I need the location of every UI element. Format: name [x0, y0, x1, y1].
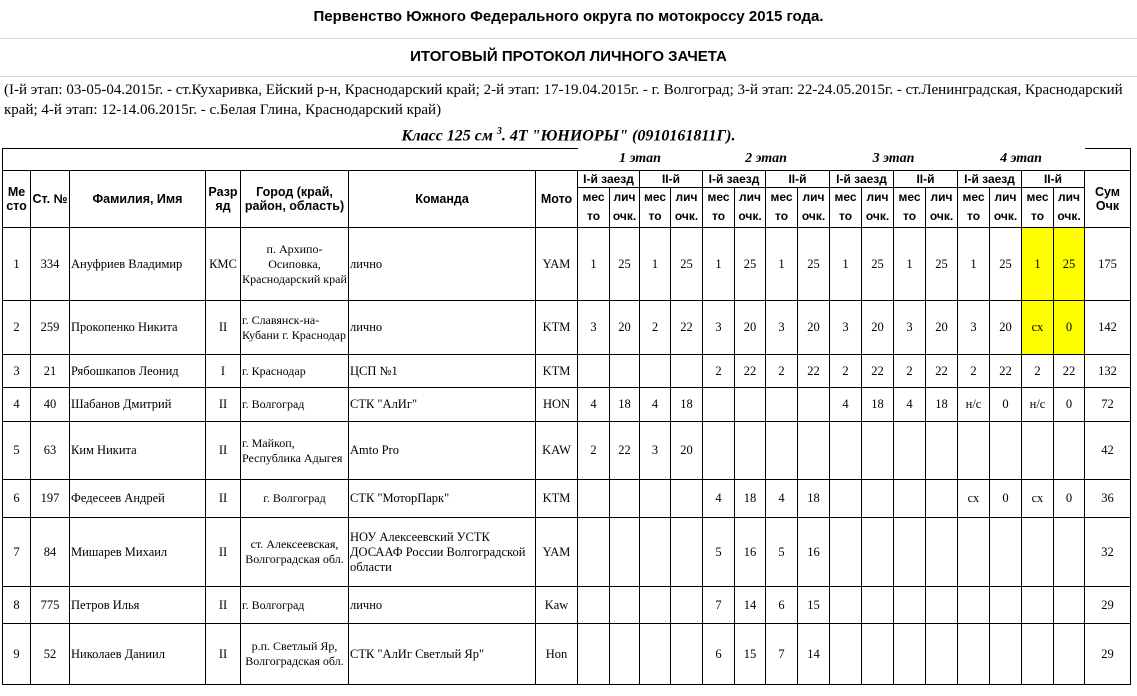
team-header: Команда	[349, 171, 536, 228]
total-cell: 132	[1085, 355, 1131, 388]
stage-header-row	[3, 149, 1131, 171]
place-cell: 2	[3, 301, 31, 355]
city-cell: г. Волгоград	[241, 480, 349, 518]
stage-1-value-cell: 22	[610, 422, 640, 480]
stage-2-value-cell: 1	[703, 228, 735, 301]
stage-4-value-cell	[958, 518, 990, 587]
total-header: Сум Очк	[1085, 171, 1131, 228]
header-blank	[3, 149, 31, 171]
stage-4-value-cell	[990, 422, 1022, 480]
stage-3-value-cell: 22	[926, 355, 958, 388]
start-number-cell: 334	[31, 228, 70, 301]
header-blank	[1085, 149, 1131, 171]
stage-1-value-cell	[578, 355, 610, 388]
header-blank	[536, 149, 578, 171]
stage-1-value-cell: 18	[610, 388, 640, 422]
stage-1-value-cell	[640, 355, 671, 388]
stage-4-value-cell	[1022, 587, 1054, 624]
stage-2-value-cell: 20	[735, 301, 766, 355]
team-cell: лично	[349, 228, 536, 301]
stage-1-value-cell	[640, 518, 671, 587]
stages-info: (I-й этап: 03-05-04.2015г. - ст.Кухаривка, Ейский р-н, Краснодарский край; 2-й этап: 17-19.04.2015г. - г. Волгоград; 3-й этап: 22-24.05.2015г. - ст.Ленинградская, Краснодарский край; 4-й этап: 12-14.06.2015г. - с.Белая Глина, Краснодарский край)	[4, 82, 1123, 118]
team-cell: СТК "АлИг Светлый Яр"	[349, 624, 536, 685]
stage-2-value-cell: 2	[703, 355, 735, 388]
stage-1-value-cell	[610, 355, 640, 388]
stage-2-value-cell: 7	[703, 587, 735, 624]
points-subheader: очк.	[671, 206, 703, 228]
stage-2-value-cell: 5	[766, 518, 798, 587]
stage-3-value-cell	[926, 480, 958, 518]
points-subheader: очк.	[990, 206, 1022, 228]
city-cell: г. Волгоград	[241, 587, 349, 624]
heat-header-row	[3, 171, 1131, 188]
points-subheader: лич	[798, 188, 830, 206]
name-cell: Шабанов Дмитрий	[70, 388, 206, 422]
points-subheader: лич	[926, 188, 958, 206]
stage-4-value-cell: 0	[1054, 388, 1085, 422]
table-row	[3, 228, 1131, 301]
rank-header: Разр яд	[206, 171, 241, 228]
rank-cell: КМС	[206, 228, 241, 301]
stage-4-value-cell	[1054, 422, 1085, 480]
header-blank	[349, 149, 536, 171]
moto-cell: YAM	[536, 518, 578, 587]
table-row	[3, 388, 1131, 422]
place-header: Ме сто	[3, 171, 31, 228]
stage-1-value-cell	[640, 480, 671, 518]
stage-1-value-cell: 3	[640, 422, 671, 480]
total-cell: 29	[1085, 624, 1131, 685]
team-cell: Amto Pro	[349, 422, 536, 480]
stage-2-value-cell	[798, 422, 830, 480]
name-header: Фамилия, Имя	[70, 171, 206, 228]
stage-1-value-cell	[640, 624, 671, 685]
city-cell: ст. Алексеевская, Волгоградская обл.	[241, 518, 349, 587]
stage-2-value-cell: 14	[798, 624, 830, 685]
stage-4-value-cell: 22	[990, 355, 1022, 388]
rank-cell: I	[206, 355, 241, 388]
stage-3-value-cell	[862, 518, 894, 587]
place-subheader: то	[766, 206, 798, 228]
moto-cell: KTM	[536, 301, 578, 355]
points-subheader: лич	[862, 188, 894, 206]
stage-3-value-cell	[830, 480, 862, 518]
stage-4-value-cell: 2	[958, 355, 990, 388]
start-number-cell: 259	[31, 301, 70, 355]
stage-1-value-cell: 4	[578, 388, 610, 422]
stage-4-value-cell	[1054, 587, 1085, 624]
stage-2-value-cell: 18	[798, 480, 830, 518]
stage-3-value-cell	[894, 480, 926, 518]
points-subheader: очк.	[798, 206, 830, 228]
place-cell: 8	[3, 587, 31, 624]
stage-3-value-cell: 20	[926, 301, 958, 355]
stage-4-value-cell: 25	[990, 228, 1022, 301]
table-row	[3, 624, 1131, 685]
place-cell: 9	[3, 624, 31, 685]
start-number-header: Ст. №	[31, 171, 70, 228]
city-header: Город (край, район, область)	[241, 171, 349, 228]
stage-3-value-cell: 4	[830, 388, 862, 422]
stage-2-value-cell: 7	[766, 624, 798, 685]
stage-3-value-cell	[926, 422, 958, 480]
name-cell: Ануфриев Владимир	[70, 228, 206, 301]
points-subheader: очк.	[735, 206, 766, 228]
name-cell: Ким Никита	[70, 422, 206, 480]
total-cell: 29	[1085, 587, 1131, 624]
stage-2-value-cell	[766, 422, 798, 480]
header-blank	[31, 149, 70, 171]
stage-2-value-cell: 16	[798, 518, 830, 587]
stage-1-value-cell: 1	[578, 228, 610, 301]
place-cell: 6	[3, 480, 31, 518]
stage-3-value-cell: 1	[830, 228, 862, 301]
moto-cell: YAM	[536, 228, 578, 301]
rank-cell: II	[206, 480, 241, 518]
stage-1-value-cell	[610, 587, 640, 624]
stage-1-value-cell	[671, 587, 703, 624]
stage-4-value-cell: 0	[990, 388, 1022, 422]
stage-2-value-cell: 2	[766, 355, 798, 388]
stage-1-value-cell: 2	[640, 301, 671, 355]
results-table	[2, 148, 1131, 685]
stage-4-value-cell	[990, 518, 1022, 587]
heat-1-header: I-й заезд	[830, 171, 894, 188]
stage-2-value-cell: 25	[735, 228, 766, 301]
stage-2-value-cell: 3	[766, 301, 798, 355]
stage-2-value-cell	[703, 422, 735, 480]
class-title: Класс 125 см $^3$. 4Т "ЮНИОРЫ" (0910161811Г).	[401, 126, 736, 145]
stage-3-value-cell: 3	[830, 301, 862, 355]
place-subheader: мес	[703, 188, 735, 206]
stage-1-value-cell: 20	[671, 422, 703, 480]
city-cell: р.п. Светлый Яр, Волгоградская обл.	[241, 624, 349, 685]
stage-1-value-cell: 18	[671, 388, 703, 422]
stage-3-value-cell	[862, 624, 894, 685]
place-subheader: мес	[766, 188, 798, 206]
stage-2-value-cell: 4	[766, 480, 798, 518]
stage-1-value-cell	[671, 624, 703, 685]
heat-1-header: I-й заезд	[958, 171, 1022, 188]
start-number-cell: 52	[31, 624, 70, 685]
stage-4-value-cell	[958, 422, 990, 480]
rank-cell: II	[206, 388, 241, 422]
place-cell: 4	[3, 388, 31, 422]
place-subheader: мес	[894, 188, 926, 206]
stage-2-value-cell	[735, 422, 766, 480]
stage-2-value-cell: 15	[735, 624, 766, 685]
points-subheader: лич	[1054, 188, 1085, 206]
stage-2-value-cell: 6	[766, 587, 798, 624]
stage-4-value-cell	[958, 624, 990, 685]
stage-3-value-cell	[830, 518, 862, 587]
stage-4-value-cell: сх	[1022, 480, 1054, 518]
name-cell: Прокопенко Никита	[70, 301, 206, 355]
total-cell: 142	[1085, 301, 1131, 355]
stage-3-value-cell: 18	[926, 388, 958, 422]
stage-4-value-cell	[1022, 422, 1054, 480]
moto-cell: KAW	[536, 422, 578, 480]
header-blank	[70, 149, 206, 171]
name-cell: Петров Илья	[70, 587, 206, 624]
moto-cell: KTM	[536, 480, 578, 518]
header-blank	[241, 149, 349, 171]
stage-3-value-cell	[894, 624, 926, 685]
stage-1-value-cell: 2	[578, 422, 610, 480]
name-cell: Николаев Даниил	[70, 624, 206, 685]
stage-3-value-cell: 22	[862, 355, 894, 388]
city-cell: г. Краснодар	[241, 355, 349, 388]
stage-1-value-cell	[610, 480, 640, 518]
stage-2-value-cell	[735, 388, 766, 422]
team-cell: лично	[349, 587, 536, 624]
total-cell: 36	[1085, 480, 1131, 518]
name-cell: Федесеев Андрей	[70, 480, 206, 518]
rank-cell: II	[206, 624, 241, 685]
stage-2-label: 2 этап	[703, 149, 830, 171]
stage-4-value-cell	[1054, 624, 1085, 685]
table-row	[3, 480, 1131, 518]
rank-cell: II	[206, 518, 241, 587]
place-cell: 7	[3, 518, 31, 587]
divider	[0, 76, 1137, 77]
start-number-cell: 63	[31, 422, 70, 480]
moto-cell: KTM	[536, 355, 578, 388]
stage-1-value-cell	[671, 355, 703, 388]
heat-1-header: I-й заезд	[703, 171, 766, 188]
place-subheader: то	[578, 206, 610, 228]
stage-3-value-cell	[862, 480, 894, 518]
stage-3-value-cell	[926, 587, 958, 624]
stage-3-value-cell: 25	[862, 228, 894, 301]
stage-4-value-cell	[958, 587, 990, 624]
stage-1-value-cell	[671, 518, 703, 587]
stage-1-value-cell: 22	[671, 301, 703, 355]
stage-1-value-cell: 25	[671, 228, 703, 301]
stage-3-value-cell: 3	[894, 301, 926, 355]
stage-4-value-cell	[990, 587, 1022, 624]
stage-4-value-cell: н/с	[958, 388, 990, 422]
stage-4-value-cell: 0	[990, 480, 1022, 518]
stage-4-value-cell: 1	[1022, 228, 1054, 301]
stage-3-value-cell: 2	[894, 355, 926, 388]
place-subheader: то	[1022, 206, 1054, 228]
start-number-cell: 775	[31, 587, 70, 624]
table-row	[3, 518, 1131, 587]
start-number-cell: 40	[31, 388, 70, 422]
stage-3-value-cell	[830, 422, 862, 480]
stage-1-value-cell	[578, 587, 610, 624]
stage-1-value-cell	[640, 587, 671, 624]
stage-3-value-cell	[894, 422, 926, 480]
table-row	[3, 587, 1131, 624]
team-cell: лично	[349, 301, 536, 355]
stage-2-value-cell: 20	[798, 301, 830, 355]
stage-1-value-cell	[610, 624, 640, 685]
stage-1-value-cell	[578, 518, 610, 587]
moto-cell: Kaw	[536, 587, 578, 624]
stage-3-value-cell	[862, 587, 894, 624]
stage-2-value-cell: 15	[798, 587, 830, 624]
place-subheader: мес	[640, 188, 671, 206]
stage-1-value-cell: 3	[578, 301, 610, 355]
stage-4-value-cell: 2	[1022, 355, 1054, 388]
stage-2-value-cell	[798, 388, 830, 422]
place-subheader: то	[640, 206, 671, 228]
stage-3-value-cell	[830, 587, 862, 624]
stage-3-value-cell: 2	[830, 355, 862, 388]
team-cell: СТК "МоторПарк"	[349, 480, 536, 518]
stage-1-value-cell: 4	[640, 388, 671, 422]
stage-4-value-cell: 1	[958, 228, 990, 301]
stage-2-value-cell	[703, 388, 735, 422]
stage-4-value-cell	[990, 624, 1022, 685]
stage-3-value-cell	[894, 587, 926, 624]
place-subheader: то	[703, 206, 735, 228]
stage-4-value-cell: 25	[1054, 228, 1085, 301]
stage-3-value-cell: 20	[862, 301, 894, 355]
points-subheader: лич	[735, 188, 766, 206]
stage-1-value-cell	[578, 480, 610, 518]
total-cell: 72	[1085, 388, 1131, 422]
stage-2-value-cell: 3	[703, 301, 735, 355]
start-number-cell: 84	[31, 518, 70, 587]
stage-2-value-cell: 6	[703, 624, 735, 685]
stage-4-value-cell: сх	[1022, 301, 1054, 355]
stage-4-value-cell	[1054, 518, 1085, 587]
points-subheader: лич	[610, 188, 640, 206]
total-cell: 175	[1085, 228, 1131, 301]
place-subheader: то	[894, 206, 926, 228]
divider	[0, 38, 1137, 39]
city-cell: п. Архипо-Осиповка, Краснодарский край	[241, 228, 349, 301]
moto-cell: HON	[536, 388, 578, 422]
place-subheader: мес	[958, 188, 990, 206]
stage-4-value-cell: 3	[958, 301, 990, 355]
rank-cell: II	[206, 301, 241, 355]
stage-2-value-cell: 1	[766, 228, 798, 301]
stage-3-value-cell	[830, 624, 862, 685]
total-cell: 42	[1085, 422, 1131, 480]
points-subheader: очк.	[610, 206, 640, 228]
place-subheader: мес	[578, 188, 610, 206]
stage-3-value-cell	[926, 624, 958, 685]
stage-1-value-cell: 20	[610, 301, 640, 355]
stage-2-value-cell: 16	[735, 518, 766, 587]
stage-4-value-cell: 0	[1054, 480, 1085, 518]
stage-1-label: 1 этап	[578, 149, 703, 171]
stage-4-value-cell: 20	[990, 301, 1022, 355]
heat-1-header: I-й заезд	[578, 171, 640, 188]
place-subheader: то	[830, 206, 862, 228]
stage-4-value-cell: сх	[958, 480, 990, 518]
city-cell: г. Волгоград	[241, 388, 349, 422]
name-cell: Мишарев Михаил	[70, 518, 206, 587]
team-cell: НОУ Алексеевский УСТК ДОСААФ России Волгоградской области	[349, 518, 536, 587]
team-cell: ЦСП №1	[349, 355, 536, 388]
place-cell: 5	[3, 422, 31, 480]
moto-cell: Hon	[536, 624, 578, 685]
city-cell: г. Майкоп, Республика Адыгея	[241, 422, 349, 480]
place-subheader: то	[958, 206, 990, 228]
stage-1-value-cell: 1	[640, 228, 671, 301]
stage-3-label: 3 этап	[830, 149, 958, 171]
stage-2-value-cell: 25	[798, 228, 830, 301]
stage-3-value-cell: 4	[894, 388, 926, 422]
stage-2-value-cell: 18	[735, 480, 766, 518]
table-row	[3, 301, 1131, 355]
total-cell: 32	[1085, 518, 1131, 587]
stage-3-value-cell	[894, 518, 926, 587]
stage-4-value-cell	[1022, 624, 1054, 685]
heat-2-header: II-й	[766, 171, 830, 188]
stage-4-value-cell: 22	[1054, 355, 1085, 388]
points-subheader: очк.	[862, 206, 894, 228]
championship-title: Первенство Южного Федерального округа по мотокроссу 2015 года.	[313, 8, 824, 25]
stage-2-value-cell: 22	[735, 355, 766, 388]
place-subheader: мес	[1022, 188, 1054, 206]
stage-4-value-cell: 0	[1054, 301, 1085, 355]
team-cell: СТК "АлИг"	[349, 388, 536, 422]
stage-3-value-cell: 1	[894, 228, 926, 301]
stage-3-value-cell: 25	[926, 228, 958, 301]
stage-2-value-cell: 14	[735, 587, 766, 624]
place-cell: 3	[3, 355, 31, 388]
stage-4-label: 4 этап	[958, 149, 1085, 171]
stage-2-value-cell: 5	[703, 518, 735, 587]
table-row	[3, 355, 1131, 388]
place-subheader: мес	[830, 188, 862, 206]
stage-3-value-cell	[862, 422, 894, 480]
city-cell: г. Славянск-на-Кубани г. Краснодар	[241, 301, 349, 355]
moto-header: Мото	[536, 171, 578, 228]
stage-1-value-cell	[610, 518, 640, 587]
stage-4-value-cell: н/с	[1022, 388, 1054, 422]
heat-2-header: II-й	[894, 171, 958, 188]
points-subheader: очк.	[1054, 206, 1085, 228]
stage-3-value-cell: 18	[862, 388, 894, 422]
place-cell: 1	[3, 228, 31, 301]
start-number-cell: 21	[31, 355, 70, 388]
stage-1-value-cell	[671, 480, 703, 518]
stage-2-value-cell: 4	[703, 480, 735, 518]
start-number-cell: 197	[31, 480, 70, 518]
header-blank	[206, 149, 241, 171]
stage-2-value-cell	[766, 388, 798, 422]
points-subheader: лич	[990, 188, 1022, 206]
points-subheader: очк.	[926, 206, 958, 228]
stage-2-value-cell: 22	[798, 355, 830, 388]
rank-cell: II	[206, 422, 241, 480]
heat-2-header: II-й	[640, 171, 703, 188]
points-subheader: лич	[671, 188, 703, 206]
protocol-title: ИТОГОВЫЙ ПРОТОКОЛ ЛИЧНОГО ЗАЧЕТА	[410, 48, 727, 65]
name-cell: Рябошкапов Леонид	[70, 355, 206, 388]
rank-cell: II	[206, 587, 241, 624]
stage-1-value-cell	[578, 624, 610, 685]
stage-1-value-cell: 25	[610, 228, 640, 301]
heat-2-header: II-й	[1022, 171, 1085, 188]
stage-3-value-cell	[926, 518, 958, 587]
stage-4-value-cell	[1022, 518, 1054, 587]
table-row	[3, 422, 1131, 480]
